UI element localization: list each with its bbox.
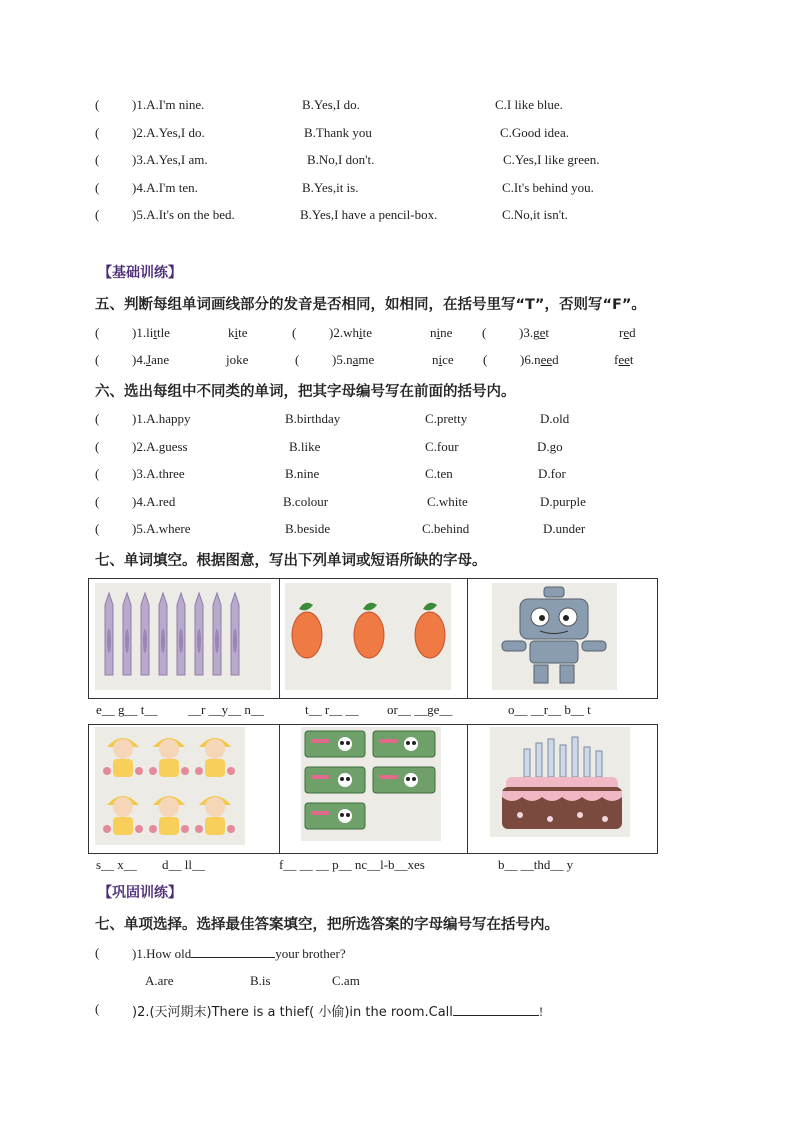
option-a: )3.A.Yes,I am. <box>132 152 208 167</box>
robot-picture <box>492 583 617 690</box>
section-tag-consolidate: 【巩固训练】 <box>98 885 182 901</box>
option-a: )4.A.I'm ten. <box>132 180 198 195</box>
oranges-icon <box>285 583 451 690</box>
option-b: B.Thank you <box>304 125 372 140</box>
question-stem: )2.(天河期末)There is a thief( 小偷)in the room.Call ! <box>132 1004 544 1020</box>
section-7b-title: 七、单项选择。选择最佳答案填空，把所选答案的字母编号写在括号内。 <box>95 917 559 933</box>
option-a: )2.A.Yes,I do. <box>132 125 205 140</box>
option-b: B.Yes,it is. <box>302 180 359 195</box>
section-5-title: 五、判断每组单词画线部分的发音是否相同，如相同，在括号里写“T”，否则写“F”。 <box>95 297 646 313</box>
dolls-icon <box>95 727 245 845</box>
pair-word: feet <box>614 352 634 367</box>
option-d: D.purple <box>540 494 586 509</box>
fill-item[interactable]: __r __y__ n__ <box>188 702 264 717</box>
option-c: C.white <box>427 494 468 509</box>
option-c: C.It's behind you. <box>502 180 594 195</box>
divider <box>467 725 468 853</box>
option-b: B.colour <box>283 494 329 509</box>
answer-paren[interactable]: ( <box>292 325 297 340</box>
answer-paren[interactable]: ( <box>483 352 488 367</box>
section-tag-basic: 【基础训练】 <box>98 265 182 281</box>
option-a: )3.A.three <box>132 466 185 481</box>
option-a: )5.A.where <box>132 521 191 536</box>
robot-icon <box>492 583 617 690</box>
answer-paren[interactable]: ( <box>95 352 100 367</box>
option-b: B.No,I don't. <box>307 152 375 167</box>
option-b: B.is <box>250 973 271 988</box>
divider <box>467 579 468 698</box>
pair-word: red <box>619 325 636 340</box>
answer-paren[interactable]: ( <box>95 97 100 112</box>
pair-item: )6.need <box>520 352 559 367</box>
picture-row-1 <box>88 578 658 699</box>
answer-paren[interactable]: ( <box>95 466 100 481</box>
answer-paren[interactable]: ( <box>95 325 100 340</box>
answer-paren[interactable]: ( <box>95 1001 100 1016</box>
pair-word: nine <box>430 325 453 340</box>
option-d: D.go <box>537 439 563 454</box>
pair-item: )1.little <box>132 325 170 340</box>
option-c: C.am <box>332 973 360 988</box>
option-a: )2.A.guess <box>132 439 188 454</box>
answer-blank[interactable] <box>453 1003 539 1016</box>
answer-paren[interactable]: ( <box>295 352 300 367</box>
option-d: D.for <box>538 466 566 481</box>
option-c: C.behind <box>422 521 470 536</box>
pair-item: )5.name <box>332 352 375 367</box>
option-b: B.like <box>289 439 321 454</box>
answer-paren[interactable]: ( <box>95 207 100 222</box>
pair-item: )2.white <box>329 325 372 340</box>
answer-paren[interactable]: ( <box>95 521 100 536</box>
option-c: C.four <box>425 439 459 454</box>
pair-item: )4.Jane <box>132 352 170 367</box>
oranges-picture <box>285 583 451 690</box>
option-b: B.birthday <box>285 411 341 426</box>
option-d: D.under <box>543 521 586 536</box>
pair-item: )3.get <box>519 325 549 340</box>
option-a: )1.A.happy <box>132 411 191 426</box>
fill-item[interactable]: b__ __thd__ y <box>498 857 574 872</box>
fill-item[interactable]: o__ __r__ b__ t <box>508 702 591 717</box>
answer-paren[interactable]: ( <box>95 411 100 426</box>
fill-item[interactable]: s__ x__ <box>96 857 137 872</box>
option-a: )4.A.red <box>132 494 176 509</box>
divider <box>279 725 280 853</box>
picture-row-2 <box>88 724 658 854</box>
birthday-cake-icon <box>490 727 630 837</box>
option-a: )1.A.I'm nine. <box>132 97 205 112</box>
option-c: C.No,it isn't. <box>502 207 568 222</box>
fill-item[interactable]: or__ __ge__ <box>387 702 453 717</box>
option-a: )5.A.It's on the bed. <box>132 207 235 222</box>
answer-paren[interactable]: ( <box>95 152 100 167</box>
fill-item[interactable]: e__ g__ t__ <box>96 702 158 717</box>
option-c: C.ten <box>425 466 453 481</box>
option-b: B.nine <box>285 466 320 481</box>
answer-paren[interactable]: ( <box>95 494 100 509</box>
option-c: C.Yes,I like green. <box>503 152 600 167</box>
answer-paren[interactable]: ( <box>95 180 100 195</box>
option-c: C.I like blue. <box>495 97 563 112</box>
crayons-picture <box>95 583 271 690</box>
option-b: B.beside <box>285 521 331 536</box>
pencil-boxes-picture <box>301 727 441 841</box>
answer-paren[interactable]: ( <box>95 945 100 960</box>
option-d: D.old <box>540 411 570 426</box>
pair-word: joke <box>226 352 249 367</box>
divider <box>279 579 280 698</box>
pencil-box-icon <box>301 727 441 841</box>
question-stem: )1.How old your brother? <box>132 946 346 961</box>
option-b: B.Yes,I have a pencil-box. <box>300 207 438 222</box>
dolls-picture <box>95 727 245 845</box>
fill-item[interactable]: f__ __ __ p__ nc__l-b__xes <box>279 857 425 872</box>
option-c: C.Good idea. <box>500 125 569 140</box>
option-b: B.Yes,I do. <box>302 97 360 112</box>
crayons-icon <box>95 583 271 690</box>
birthday-cake-picture <box>490 727 630 837</box>
answer-paren[interactable]: ( <box>482 325 487 340</box>
pair-word: nice <box>432 352 454 367</box>
section-7a-title: 七、单词填空。根据图意，写出下列单词或短语所缺的字母。 <box>95 553 487 569</box>
option-a: A.are <box>145 973 174 988</box>
answer-blank[interactable] <box>191 945 275 958</box>
pair-word: kite <box>228 325 248 340</box>
answer-paren[interactable]: ( <box>95 125 100 140</box>
answer-paren[interactable]: ( <box>95 439 100 454</box>
section-6-title: 六、选出每组中不同类的单词，把其字母编号写在前面的括号内。 <box>95 384 516 400</box>
fill-item[interactable]: t__ r__ __ <box>305 702 359 717</box>
fill-item[interactable]: d__ ll__ <box>162 857 205 872</box>
option-c: C.pretty <box>425 411 468 426</box>
